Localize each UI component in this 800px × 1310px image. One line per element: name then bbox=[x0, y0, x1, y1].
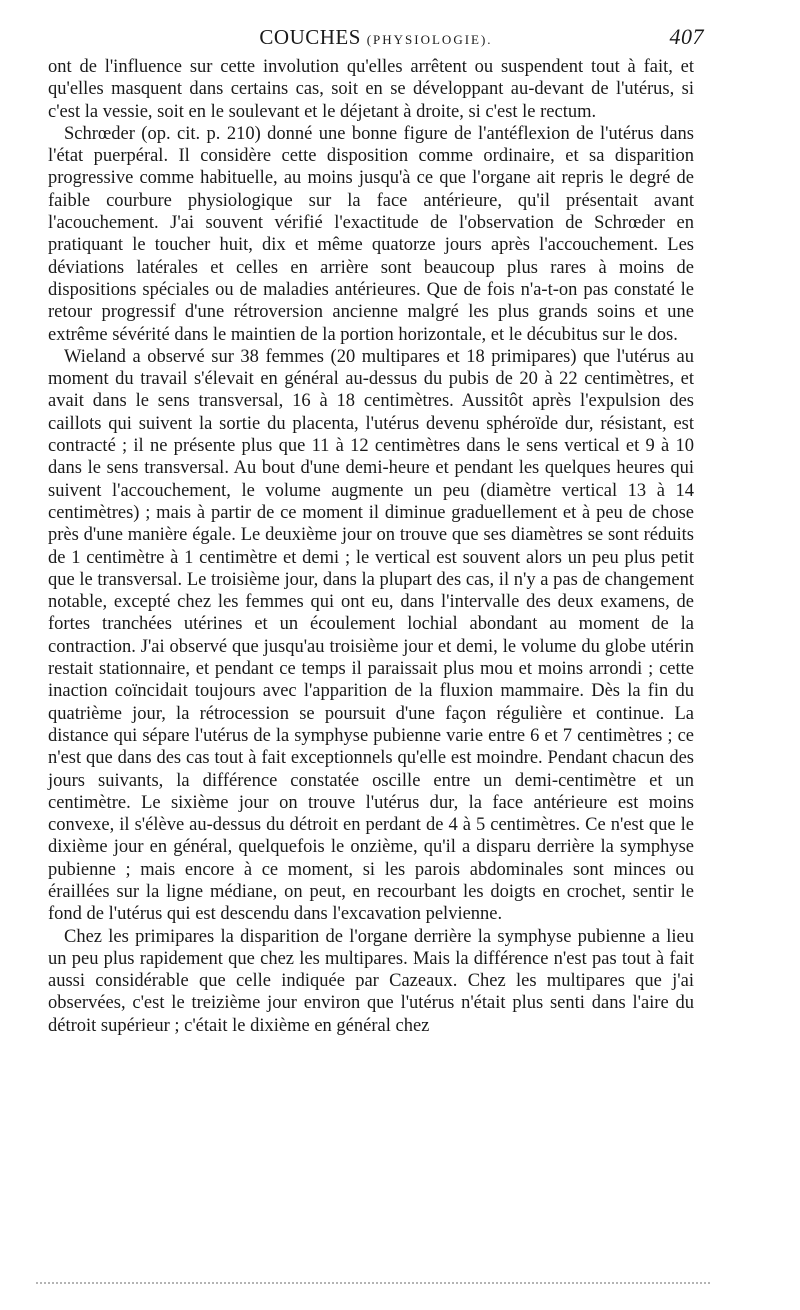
paragraph-schroeder: Schrœder (op. cit. p. 210) donné une bonne figure de l'antéflexion de l'utérus dans l'état puerpéral. Il considère cette disposition comme ordinaire, et sa disparition progressive comme habituelle, au moins jusqu'à ce que l'organe ait repris le degré de faible courbure physiologique sur la face antérieure, qu'il présentait avant l'acouchement. J'ai souvent vérifié l'exactitude de l'observation de Schrœder en pratiquant le toucher huit, dix et même quatorze jours après l'accouchement. Les déviations latérales et celles en arrière sont beaucoup plus rares à moins de dispositions spéciales ou de maladies antérieures. Que de fois n'a-t-on pas constaté le retour progressif d'une rétroversion ancienne malgré les plus grands soins et une extrême sévérité dans le maintien de la portion horizontale, et le décubitus sur le dos. bbox=[48, 123, 694, 345]
running-title-subtitle: (PHYSIOLOGIE). bbox=[366, 32, 493, 47]
footer-dotted-rule bbox=[36, 1282, 710, 1284]
running-title-main: COUCHES bbox=[259, 25, 361, 49]
paragraph-wieland: Wieland a observé sur 38 femmes (20 multipares et 18 primipares) que l'utérus au moment du travail s'élevait en général au-dessus du pubis de 20 à 22 centimètres, et avait dans le sens transversal, 16 à 18 centimètres. Aussitôt après l'expulsion des caillots qui suivent la sortie du placenta, l'utérus devenu sphéroïde dur, résistant, est contracté ; il ne présente plus que 11 à 12 centimètres dans le sens vertical et 9 à 10 dans le sens transversal. Au bout d'une demi-heure et pendant les quelques heures qui suivent l'accouchement, le volume augmente un peu (diamètre vertical 13 à 14 centimètres) ; mais à partir de ce moment il diminue graduellement et à peu de chose près d'une manière égale. Le deuxième jour on trouve que ses diamètres se sont réduits de 1 centimètre à 1 centimètre et demi ; le vertical est souvent alors un peu plus petit que le transversal. Le troisième jour, dans la plupart des cas, il n'y a pas de changement notable, excepté chez les femmes qui ont eu, dans l'intervalle des deux examens, de fortes tranchées utérines et un écoulement lochial abondant au moment de la contraction. J'ai observé que jusqu'au troisième jour et demi, le volume du globe utérin restait stationnaire, et pendant ce temps il paraissait plus mou et moins arrondi ; cette inaction coïncidait toujours avec l'apparition de la fluxion mammaire. Dès la fin du quatrième jour, la rétrocession se poursuit d'une façon régulière et continue. La distance qui sépare l'utérus de la symphyse pubienne varie entre 6 et 7 centimètres ; ce n'est que dans des cas tout à fait exceptionnels qu'elle est moindre. Pendant chacun des jours suivants, la différence constatée oscille entre un demi-centimètre et un centimètre. Le sixième jour on trouve l'utérus dur, la face antérieure est moins convexe, il s'élève au-dessus du détroit en perdant de 4 à 5 centimètres. Ce n'est que le dixième jour en général, quelquefois le onzième, qu'il a disparu derrière la symphyse pubienne ; mais encore à ce moment, si les parois abdominales sont minces ou éraillées sur la ligne médiane, on peut, en recourbant les doigts en crochet, sentir le fond de l'utérus qui est descendu dans l'excavation pelvienne. bbox=[48, 346, 694, 925]
body-text bbox=[48, 56, 694, 1037]
page-number: 407 bbox=[669, 24, 704, 49]
running-title bbox=[48, 22, 704, 55]
paragraph-continuation: ont de l'influence sur cette involution qu'elles arrêtent ou suspendent tout à fait, et qu'elles masquent dans certains cas, soit en se développant au-devant de l'utérus, si c'est la vessie, soit en le soulevant et le déjetant à droite, si c'est le rectum. bbox=[48, 57, 694, 122]
paragraph-primipares: Chez les primipares la disparition de l'organe derrière la symphyse pubienne a lieu un peu plus rapidement que chez les multipares. Mais la différence n'est pas tout à fait aussi considérable que celle indiquée par Cazeaux. Chez les multipares que j'ai observées, c'est le treizième jour environ que l'utérus n'était plus senti dans l'aire du détroit supérieur ; c'était le dixième en général chez bbox=[48, 926, 694, 1036]
running-head bbox=[48, 22, 704, 52]
